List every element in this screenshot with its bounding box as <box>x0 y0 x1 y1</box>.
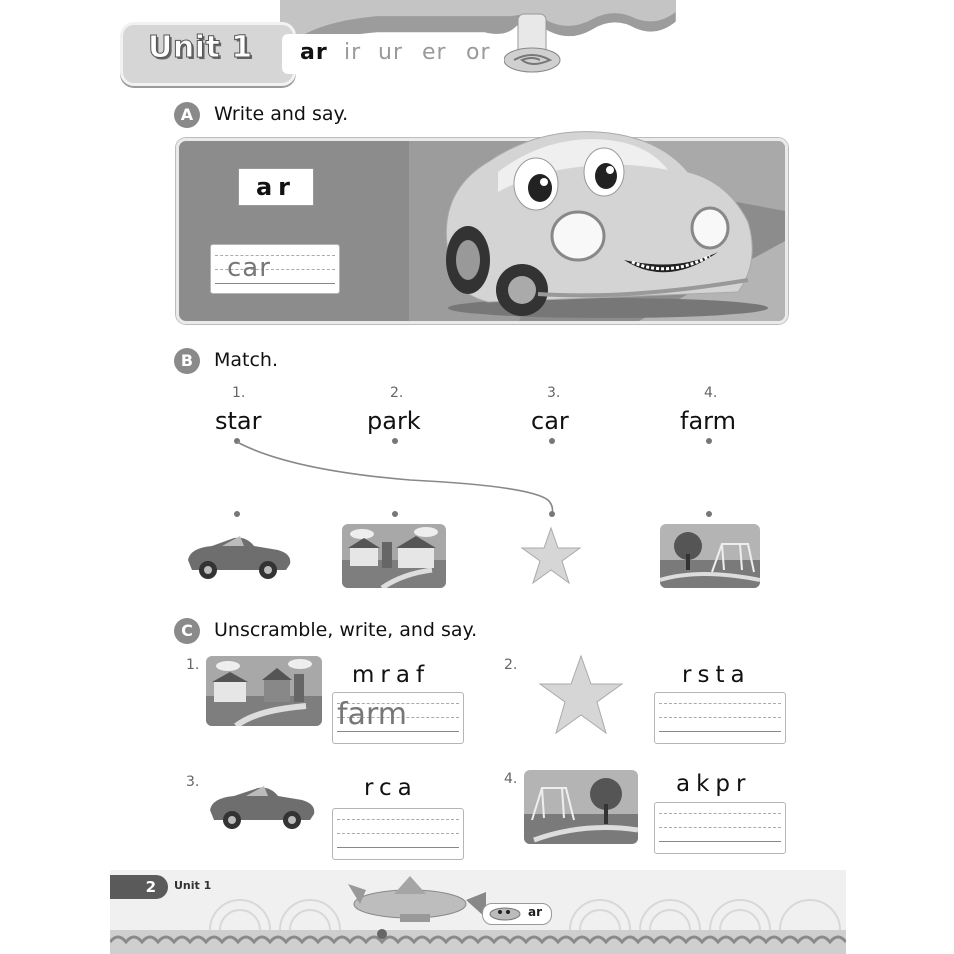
answer-box-3[interactable] <box>332 808 464 860</box>
unit-title: Unit 1 <box>148 30 253 65</box>
match-number-4: 4. <box>704 385 718 401</box>
car-mascot-icon <box>488 905 522 921</box>
park-picture <box>660 524 760 588</box>
match-word-park: park <box>367 407 421 435</box>
match-dot-bottom-3[interactable] <box>549 511 555 517</box>
phonics-ar: ar <box>300 40 328 65</box>
farm-picture <box>342 524 446 588</box>
footer-unit-label: Unit 1 <box>174 879 212 892</box>
section-c-badge: C <box>174 618 200 644</box>
car-picture <box>204 782 320 832</box>
page-number: 2 <box>110 875 168 899</box>
unscramble-number-3: 3. <box>186 774 200 790</box>
unscramble-number-2: 2. <box>504 657 518 673</box>
match-dot-bottom-4[interactable] <box>706 511 712 517</box>
workbook-page <box>110 0 846 954</box>
answer-box-4[interactable] <box>654 802 786 854</box>
phonics-ur: ur <box>378 40 403 65</box>
match-number-3: 3. <box>547 385 561 401</box>
answer-trace-1: farm <box>337 697 407 732</box>
phonics-box: ar <box>238 168 314 206</box>
unscramble-number-1: 1. <box>186 657 200 673</box>
trace-word: car <box>227 253 271 283</box>
farm-picture <box>206 656 322 726</box>
answer-box-1[interactable] <box>332 692 464 744</box>
match-dot-bottom-1[interactable] <box>234 511 240 517</box>
match-dot-bottom-2[interactable] <box>392 511 398 517</box>
scrambled-word-1: mraf <box>352 662 431 688</box>
phonics-ir: ir <box>344 40 362 65</box>
scrambled-word-4: akpr <box>676 771 752 797</box>
match-number-2: 2. <box>390 385 404 401</box>
match-word-star: star <box>215 407 262 435</box>
park-picture <box>524 770 638 844</box>
match-number-1: 1. <box>232 385 246 401</box>
match-word-farm: farm <box>680 407 736 435</box>
section-a-badge: A <box>174 102 200 128</box>
scrambled-word-2: rsta <box>682 662 751 688</box>
section-a-title: Write and say. <box>214 103 349 125</box>
footer-decoration <box>110 870 846 954</box>
car-picture <box>182 530 294 582</box>
answer-box-2[interactable] <box>654 692 786 744</box>
scrambled-word-3: rca <box>364 775 418 801</box>
phonics-er: er <box>422 40 447 65</box>
phonics-or: or <box>466 40 491 65</box>
star-picture <box>520 526 582 586</box>
star-picture <box>538 654 624 736</box>
footer-chip-label: ar <box>528 905 543 919</box>
match-line <box>110 0 846 600</box>
match-word-car: car <box>531 407 569 435</box>
section-b-title: Match. <box>214 349 279 371</box>
unscramble-number-4: 4. <box>504 771 518 787</box>
section-b-badge: B <box>174 348 200 374</box>
section-c-title: Unscramble, write, and say. <box>214 619 478 641</box>
